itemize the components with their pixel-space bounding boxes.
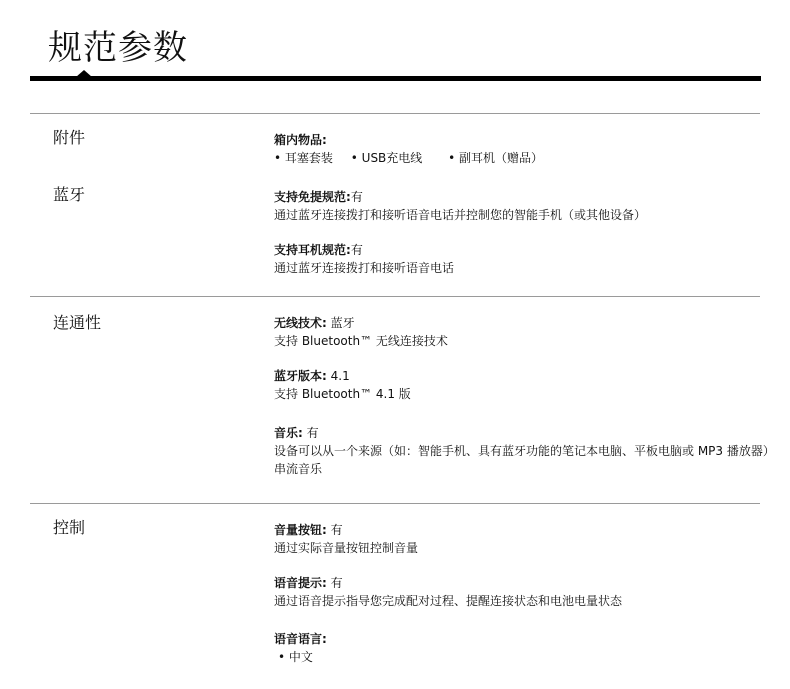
spec-handsfree-profile	[274, 188, 774, 224]
spec-head	[274, 367, 774, 385]
spec-description: 通过蓝牙连接拨打和接听语音电话并控制您的智能手机（或其他设备）	[274, 208, 647, 222]
spec-value: 蓝牙	[330, 316, 355, 330]
spec-head	[274, 630, 774, 648]
spec-head	[274, 574, 774, 592]
spec-label: 音量按钮:	[274, 523, 327, 537]
title-rule	[30, 76, 761, 81]
spec-label: 语音提示:	[274, 576, 327, 590]
spec-label: 箱内物品:	[274, 133, 327, 147]
spec-label: 支持耳机规范:	[274, 243, 351, 257]
spec-description: 通过语音提示指导您完成配对过程、提醒连接状态和电池电量状态	[274, 594, 623, 608]
spec-description: 通过蓝牙连接拨打和接听语音电话	[274, 261, 455, 275]
spec-head	[274, 188, 774, 206]
spec-volume-buttons	[274, 521, 774, 557]
spec-label: 蓝牙版本:	[274, 369, 327, 383]
spec-description-continued: 串流音乐	[274, 462, 323, 476]
spec-value: 有	[330, 576, 343, 590]
bullet-list	[274, 648, 774, 666]
spec-head	[274, 131, 774, 149]
spec-value: 有	[330, 523, 343, 537]
bullet-item: • 副耳机（赠品）	[448, 149, 543, 167]
spec-value: 有	[350, 243, 363, 257]
spec-value: 4.1	[330, 369, 350, 383]
spec-value: 有	[350, 190, 363, 204]
spec-description: 支持 Bluetooth™ 无线连接技术	[274, 334, 448, 348]
spec-head	[274, 241, 774, 259]
spec-voice-prompts	[274, 574, 774, 610]
spec-label: 音乐:	[274, 426, 303, 440]
title-notch	[76, 70, 92, 77]
bullet-item: • 耳塞套装	[274, 149, 333, 167]
bullet-item: • 中文	[278, 648, 313, 666]
section-label-connectivity: 连通性	[53, 313, 102, 332]
spec-value: 有	[306, 426, 319, 440]
spec-music	[274, 424, 774, 478]
spec-voice-language	[274, 630, 774, 666]
bullet-item: • USB充电线	[351, 149, 423, 167]
spec-description: 通过实际音量按钮控制音量	[274, 541, 419, 555]
spec-headset-profile	[274, 241, 774, 277]
spec-description: 支持 Bluetooth™ 4.1 版	[274, 387, 411, 401]
spec-head	[274, 424, 774, 442]
spec-label: 无线技术:	[274, 316, 327, 330]
spec-box-contents	[274, 131, 774, 167]
spec-description: 设备可以从一个来源（如：智能手机、具有蓝牙功能的笔记本电脑、平板电脑或 MP3 播放器）	[274, 444, 775, 458]
spec-label: 支持免提规范:	[274, 190, 351, 204]
bullet-list	[274, 149, 774, 167]
spec-head	[274, 314, 774, 332]
section-label-controls: 控制	[53, 518, 86, 537]
section-label-bluetooth: 蓝牙	[53, 185, 86, 204]
spec-head	[274, 521, 774, 539]
section-label-accessories: 附件	[53, 128, 86, 147]
section-divider	[30, 113, 760, 114]
spec-label: 语音语言:	[274, 632, 327, 646]
spec-wireless-tech	[274, 314, 774, 350]
section-divider	[30, 296, 760, 297]
spec-bluetooth-version	[274, 367, 774, 403]
section-divider	[30, 503, 760, 504]
page-title: 规范参数	[48, 28, 188, 68]
